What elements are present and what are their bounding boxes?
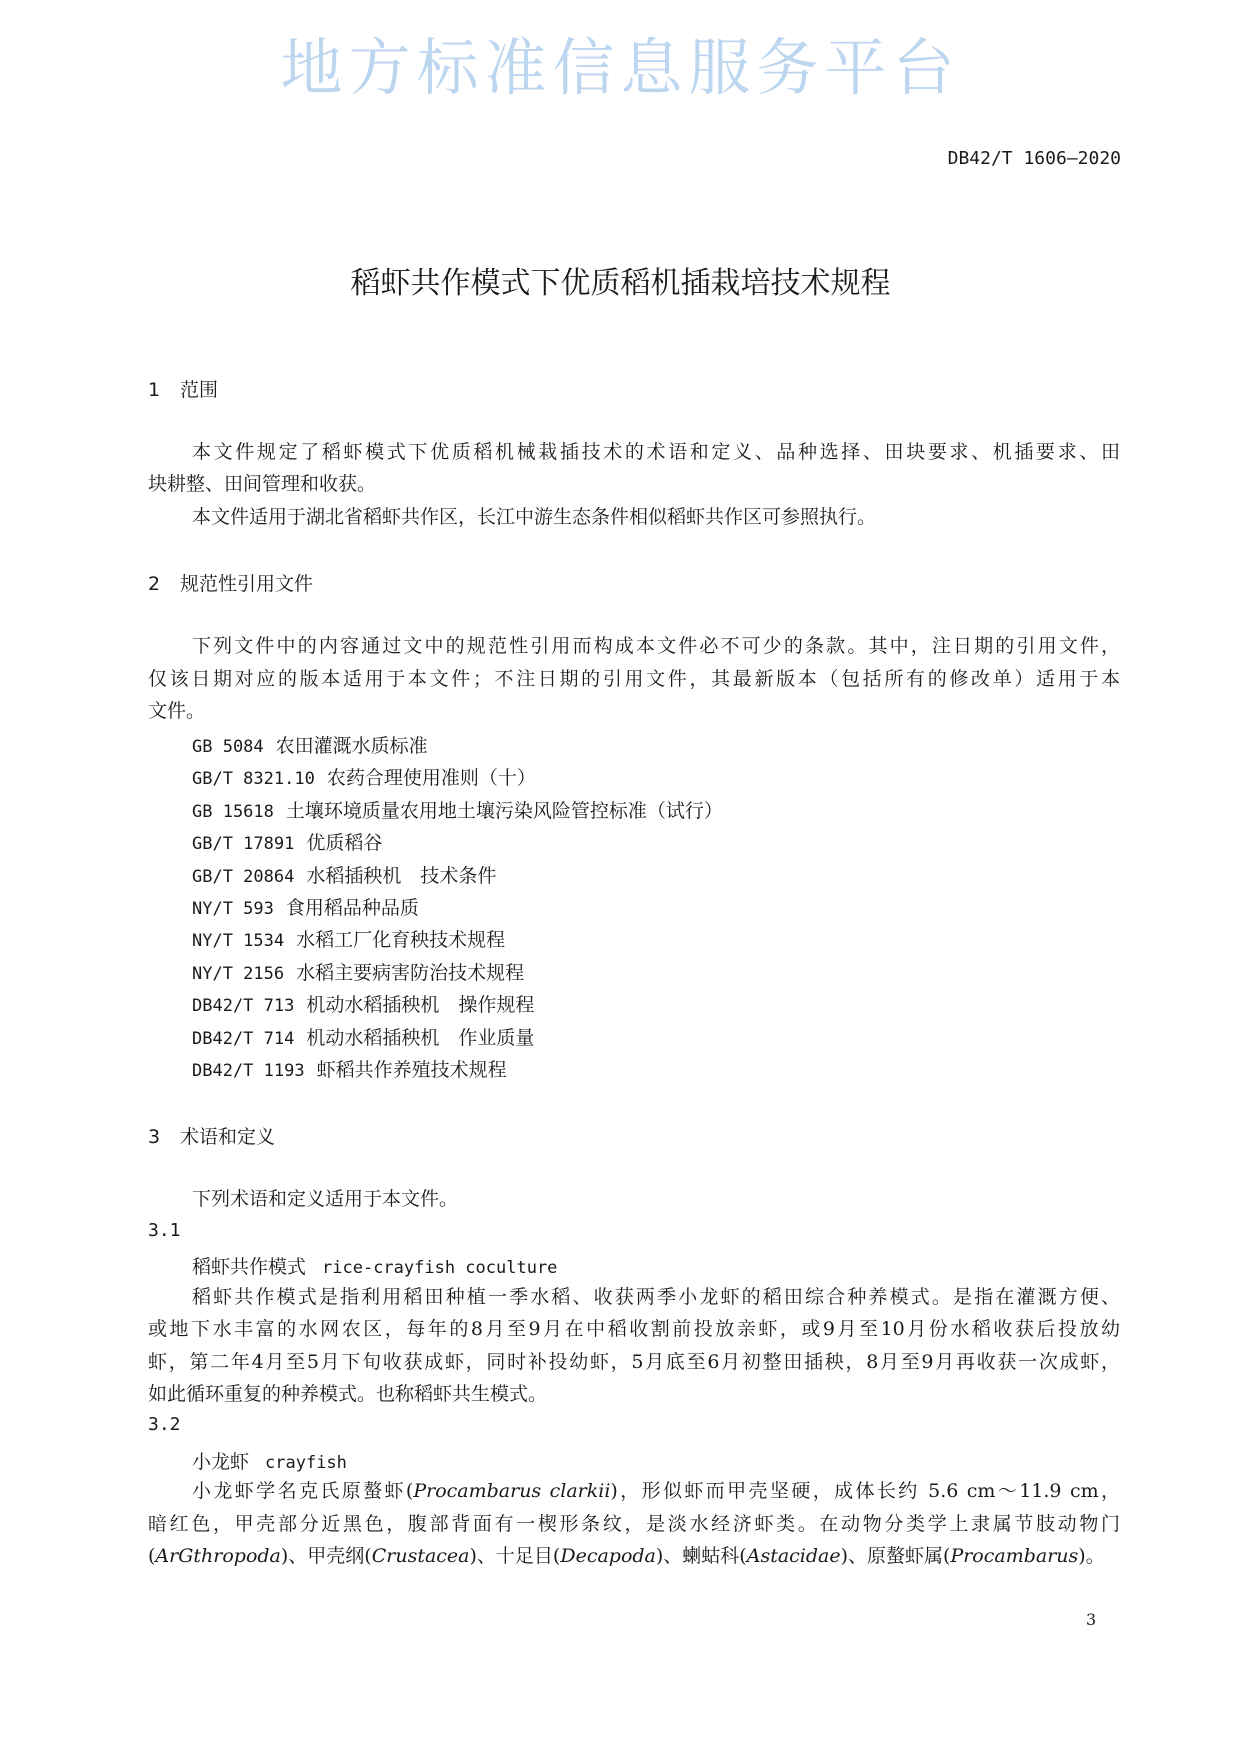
reference-code: DB42/T 1193 — [192, 1061, 305, 1081]
reference-title: 食用稻品种品质 — [285, 897, 419, 919]
definition-line — [148, 1544, 1120, 1568]
reference-item — [192, 893, 419, 920]
paragraph-line: 下列术语和定义适用于本文件。 — [192, 1188, 459, 1210]
reference-item — [192, 958, 524, 985]
reference-item — [192, 861, 496, 888]
document-title: 稻虾共作模式下优质稻机插栽培技术规程 — [350, 266, 891, 301]
term-en: rice-crayfish coculture — [322, 1258, 558, 1279]
text-segment: )、甲壳纲( — [280, 1545, 372, 1567]
definition-line — [192, 1479, 1120, 1503]
reference-title: 土壤环境质量农用地土壤污染风险管控标准（试行） — [285, 799, 723, 822]
reference-title: 水稻工厂化育秧技术规程 — [296, 929, 506, 952]
term-zh: 稻虾共作模式 — [192, 1256, 307, 1279]
definition-line — [148, 1317, 1120, 1341]
reference-title: 机动水稻插秧机 操作规程 — [306, 994, 535, 1017]
section-number: 3 — [148, 1126, 161, 1148]
section-heading-terms — [148, 1122, 275, 1149]
reference-code: GB/T 20864 — [192, 866, 295, 887]
watermark: 地方标准信息服务平台 — [280, 31, 961, 104]
reference-code: GB/T 8321.10 — [192, 769, 315, 790]
text-segment: )、原螯虾属( — [840, 1545, 951, 1567]
paragraph-line: 本文件适用于湖北省稻虾共作区，长江中游生态条件相似稻虾共作区可参照执行。 — [192, 506, 877, 528]
italic-term: Decapoda — [560, 1545, 656, 1567]
paragraph-line: 仅该日期对应的版本适用于本文件；不注日期的引用文件，其最新版本（包括所有的修改单）适用于本 — [148, 668, 1120, 690]
text-segment: 如此循环重复的种养模式。也称稻虾共生模式。 — [148, 1383, 548, 1405]
paragraph-line: 文件。 — [148, 700, 206, 722]
reference-code: NY/T 1534 — [192, 931, 285, 952]
reference-title: 农药合理使用准则（十） — [326, 767, 536, 790]
section-number: 1 — [148, 379, 161, 401]
reference-code: DB42/T 713 — [192, 996, 295, 1017]
text-segment: ( — [148, 1545, 156, 1567]
text-segment: )。 — [1078, 1545, 1105, 1567]
reference-title: 水稻插秧机 技术条件 — [306, 864, 497, 887]
reference-code: GB/T 17891 — [192, 834, 295, 855]
section-title: 规范性引用文件 — [180, 573, 314, 595]
reference-title: 水稻主要病害防治技术规程 — [296, 961, 525, 984]
text-segment: 稻虾共作模式是指利用稻田种植一季水稻、收获两季小龙虾的稻田综合种养模式。是指在灌溉方便、 — [192, 1285, 1120, 1308]
clause-number: 3.1 — [148, 1220, 181, 1241]
term-zh: 小龙虾 — [192, 1450, 250, 1473]
italic-term: Procambarus clarkii — [413, 1480, 611, 1503]
reference-item — [192, 731, 428, 758]
reference-item — [192, 1055, 507, 1082]
reference-title: 优质稻谷 — [306, 832, 383, 855]
term-en: crayfish — [265, 1452, 347, 1473]
reference-code: GB 5084 — [192, 737, 264, 757]
text-segment: )、十足目( — [469, 1545, 561, 1567]
term-heading — [192, 1252, 557, 1279]
clause-number: 3.2 — [148, 1414, 181, 1436]
text-segment: 小龙虾学名克氏原螯虾( — [192, 1480, 414, 1503]
paragraph-line: 块耕整、田间管理和收获。 — [148, 473, 377, 495]
italic-term: ArGthropoda — [155, 1545, 281, 1567]
reference-code: GB 15618 — [192, 801, 274, 822]
text-segment: 虾，第二年4月至5月下旬收获成虾，同时补投幼虾，5月底至6月初整田插秧，8月至9月再收获一次成虾， — [148, 1350, 1120, 1373]
italic-term: Crustacea — [371, 1545, 470, 1567]
section-heading-scope — [148, 375, 218, 402]
paragraph-line: 本文件规定了稻虾模式下优质稻机械栽插技术的术语和定义、品种选择、田块要求、机插要求、田 — [192, 441, 1120, 463]
reference-item — [192, 763, 536, 790]
reference-item — [192, 990, 534, 1017]
paragraph-line: 下列文件中的内容通过文中的规范性引用而构成本文件必不可少的条款。其中，注日期的引用文件， — [192, 635, 1120, 657]
definition-line — [148, 1512, 1120, 1536]
italic-term: Procambarus — [950, 1545, 1079, 1567]
document-number: DB42/T 1606—2020 — [947, 148, 1121, 169]
reference-item — [192, 925, 505, 952]
page-number: 3 — [1086, 1610, 1097, 1629]
section-title: 术语和定义 — [180, 1126, 276, 1148]
reference-code: NY/T 593 — [192, 899, 274, 919]
definition-line — [148, 1382, 1120, 1406]
definition-line — [148, 1350, 1120, 1374]
text-segment: 或地下水丰富的水网农区，每年的8月至9月在中稻收割前投放亲虾，或9月至10月份水稻收获后投放幼 — [148, 1318, 1120, 1341]
reference-title: 机动水稻插秧机 作业质量 — [306, 1026, 535, 1049]
italic-term: Astacidae — [746, 1545, 841, 1567]
reference-item — [192, 1023, 534, 1050]
text-segment: )、蝲蛄科( — [655, 1545, 747, 1567]
term-heading — [192, 1447, 347, 1474]
reference-code: DB42/T 714 — [192, 1028, 295, 1049]
text-segment: )，形似虾而甲壳坚硬，成体长约 5.6 cm～11.9 cm， — [610, 1480, 1120, 1503]
reference-code: NY/T 2156 — [192, 963, 285, 984]
section-title: 范围 — [180, 379, 219, 401]
definition-line — [192, 1285, 1120, 1309]
reference-title: 农田灌溉水质标准 — [275, 735, 428, 757]
reference-item — [192, 828, 382, 855]
reference-title: 虾稻共作养殖技术规程 — [316, 1059, 507, 1081]
text-segment: 暗红色，甲壳部分近黑色，腹部背面有一楔形条纹，是淡水经济虾类。在动物分类学上隶属节肢动物门 — [148, 1512, 1120, 1535]
section-number: 2 — [148, 573, 161, 595]
section-heading-references — [148, 569, 313, 596]
reference-item — [192, 796, 723, 823]
